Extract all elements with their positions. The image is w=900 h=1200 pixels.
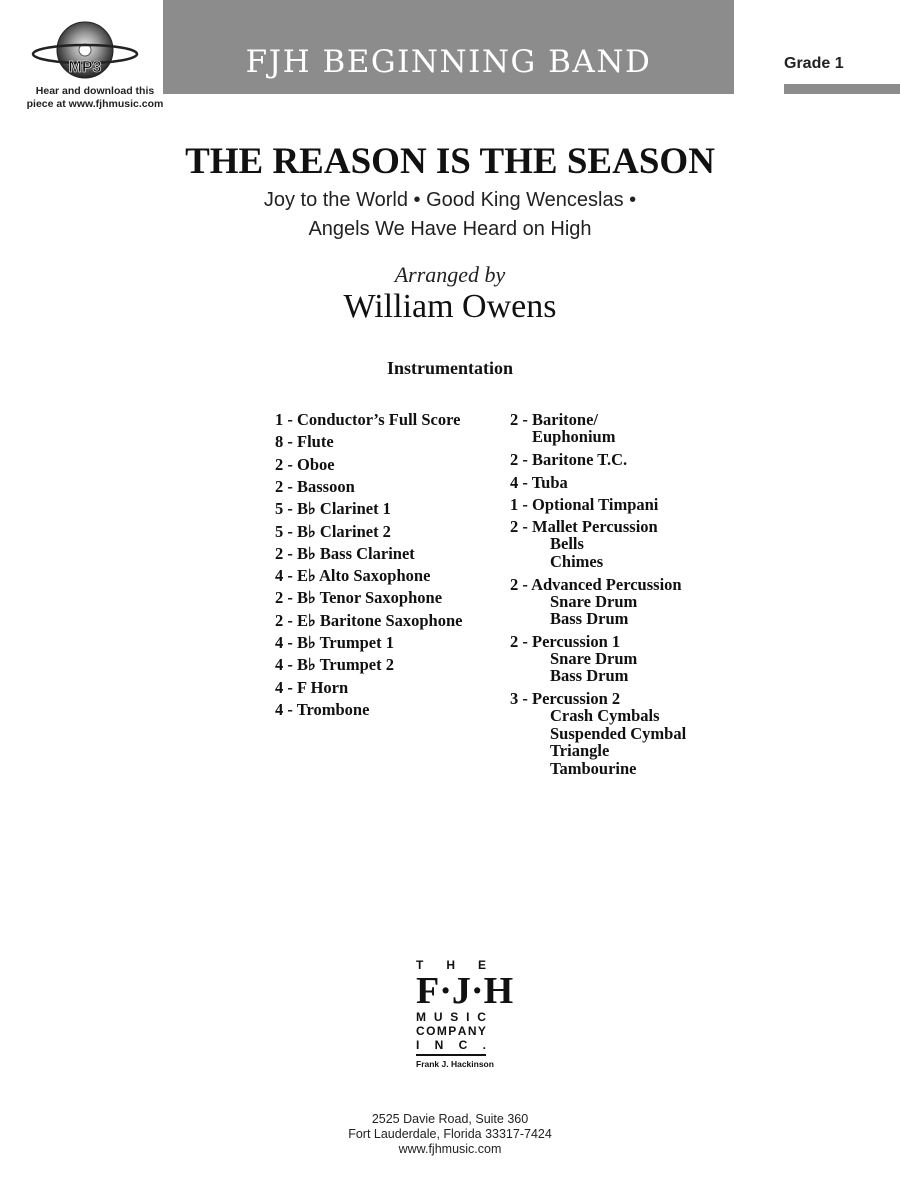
logo-letter: J [451, 970, 471, 1012]
instrument-item-continuation: Euphonium [532, 427, 616, 446]
arranger-name: William Owens [343, 288, 557, 325]
instrumentation-heading: Instrumentation [386, 358, 513, 378]
instrument-item: 1 - Conductor’s Full Score [275, 410, 461, 429]
logo-music [416, 1010, 486, 1024]
instrument-item: 5 - B♭ Clarinet 1 [275, 499, 391, 519]
logo-letter: Y [477, 1024, 486, 1038]
logo-rule [416, 1054, 486, 1056]
mp3-caption-line2: piece at www.fjhmusic.com [26, 97, 164, 110]
instrument-item: 2 - Mallet Percussion [510, 517, 658, 537]
instrument-item: 4 - B♭ Trumpet 1 [275, 633, 395, 652]
logo-letter: I [466, 1010, 470, 1024]
logo-letter: T [416, 958, 424, 972]
mp3-caption [20, 85, 170, 110]
logo-letter: M [436, 1024, 447, 1038]
series-banner [163, 0, 734, 94]
logo-letter: M [416, 1010, 426, 1024]
logo-letter: H [446, 958, 455, 972]
instrument-item: 2 - Baritone/ [510, 410, 598, 429]
grade-label: Grade 1 [784, 55, 844, 72]
logo-owner: Frank J. Hackinson [416, 1059, 494, 1069]
logo-letter: H [483, 970, 514, 1012]
instrument-item: 2 - B♭ Tenor Saxophone [275, 588, 443, 608]
instrument-item: 2 - Bassoon [275, 476, 355, 496]
instrument-item: 4 - Trombone [275, 699, 370, 719]
logo-letter: S [450, 1010, 459, 1024]
percussion-part: Bells [550, 534, 584, 554]
fjh-logo [416, 958, 514, 1069]
percussion-part: Crash Cymbals [550, 706, 660, 726]
instrument-item: 2 - Baritone T.C. [510, 450, 628, 470]
percussion-part: Suspended Cymbal [550, 723, 687, 743]
mp3-badge[interactable] [30, 20, 140, 84]
mp3-disc-icon [30, 20, 140, 84]
logo-company [416, 1024, 486, 1038]
instrument-item: 8 - Flute [275, 432, 334, 452]
percussion-part: Chimes [550, 551, 604, 571]
arranged-by-label: Arranged by [394, 262, 506, 287]
grade-bar [784, 84, 900, 94]
logo-letter: U [433, 1010, 443, 1024]
logo-letter: C [416, 1024, 425, 1038]
logo-letter: C [477, 1010, 486, 1024]
instrument-item: 2 - Percussion 1 [510, 631, 621, 651]
logo-letter: · [470, 970, 484, 1012]
instrument-item: 1 - Optional Timpani [510, 494, 659, 514]
logo-letter: N [467, 1024, 477, 1038]
logo-letter: P [448, 1024, 457, 1038]
instrument-item: 2 - Oboe [275, 454, 335, 474]
logo-letter: A [457, 1024, 467, 1038]
instrument-item: 4 - E♭ Alto Saxophone [275, 566, 431, 586]
series-title: FJH BEGINNING BAND [245, 44, 652, 80]
percussion-part: Snare Drum [550, 591, 638, 611]
logo-letter: I [416, 1038, 420, 1052]
logo-letter: F [416, 970, 440, 1012]
subtitle-line1: Joy to the World • Good King Wenceslas • [263, 189, 637, 211]
instrument-item: 4 - F Horn [275, 677, 349, 697]
subtitle-line2: Angels We Have Heard on High [308, 218, 592, 240]
address-line2: Fort Lauderdale, Florida 33317-7424 [348, 1127, 552, 1141]
website-link[interactable]: www.fjhmusic.com [398, 1142, 502, 1156]
mp3-caption-line1: Hear and download this [35, 85, 155, 97]
logo-letter: . [482, 1038, 486, 1052]
logo-inc [416, 1038, 486, 1052]
instrument-item: 4 - Tuba [510, 472, 568, 492]
address-line1: 2525 Davie Road, Suite 360 [371, 1112, 529, 1126]
logo-letter: C [458, 1038, 468, 1052]
piece-title: THE REASON IS THE SEASON [185, 141, 715, 182]
instrument-item: 2 - E♭ Baritone Saxophone [275, 610, 463, 630]
percussion-part: Triangle [550, 741, 610, 761]
instrument-item: 2 - B♭ Bass Clarinet [275, 543, 415, 563]
logo-letter: E [477, 958, 486, 972]
logo-letter: O [426, 1024, 436, 1038]
logo-letter: · [439, 970, 452, 1012]
instrument-item: 5 - B♭ Clarinet 2 [275, 521, 391, 541]
instrument-item: 2 - Advanced Percussion [510, 574, 682, 594]
percussion-part: Bass Drum [550, 666, 629, 686]
percussion-part: Tambourine [550, 758, 637, 778]
percussion-part: Snare Drum [550, 648, 638, 668]
instrument-item: 4 - B♭ Trumpet 2 [275, 655, 395, 675]
instrument-item: 3 - Percussion 2 [510, 689, 621, 709]
logo-letter: N [434, 1038, 444, 1052]
logo-fjh [416, 970, 514, 1012]
percussion-part: Bass Drum [550, 609, 629, 628]
mp3-label: MP3 [68, 59, 102, 76]
